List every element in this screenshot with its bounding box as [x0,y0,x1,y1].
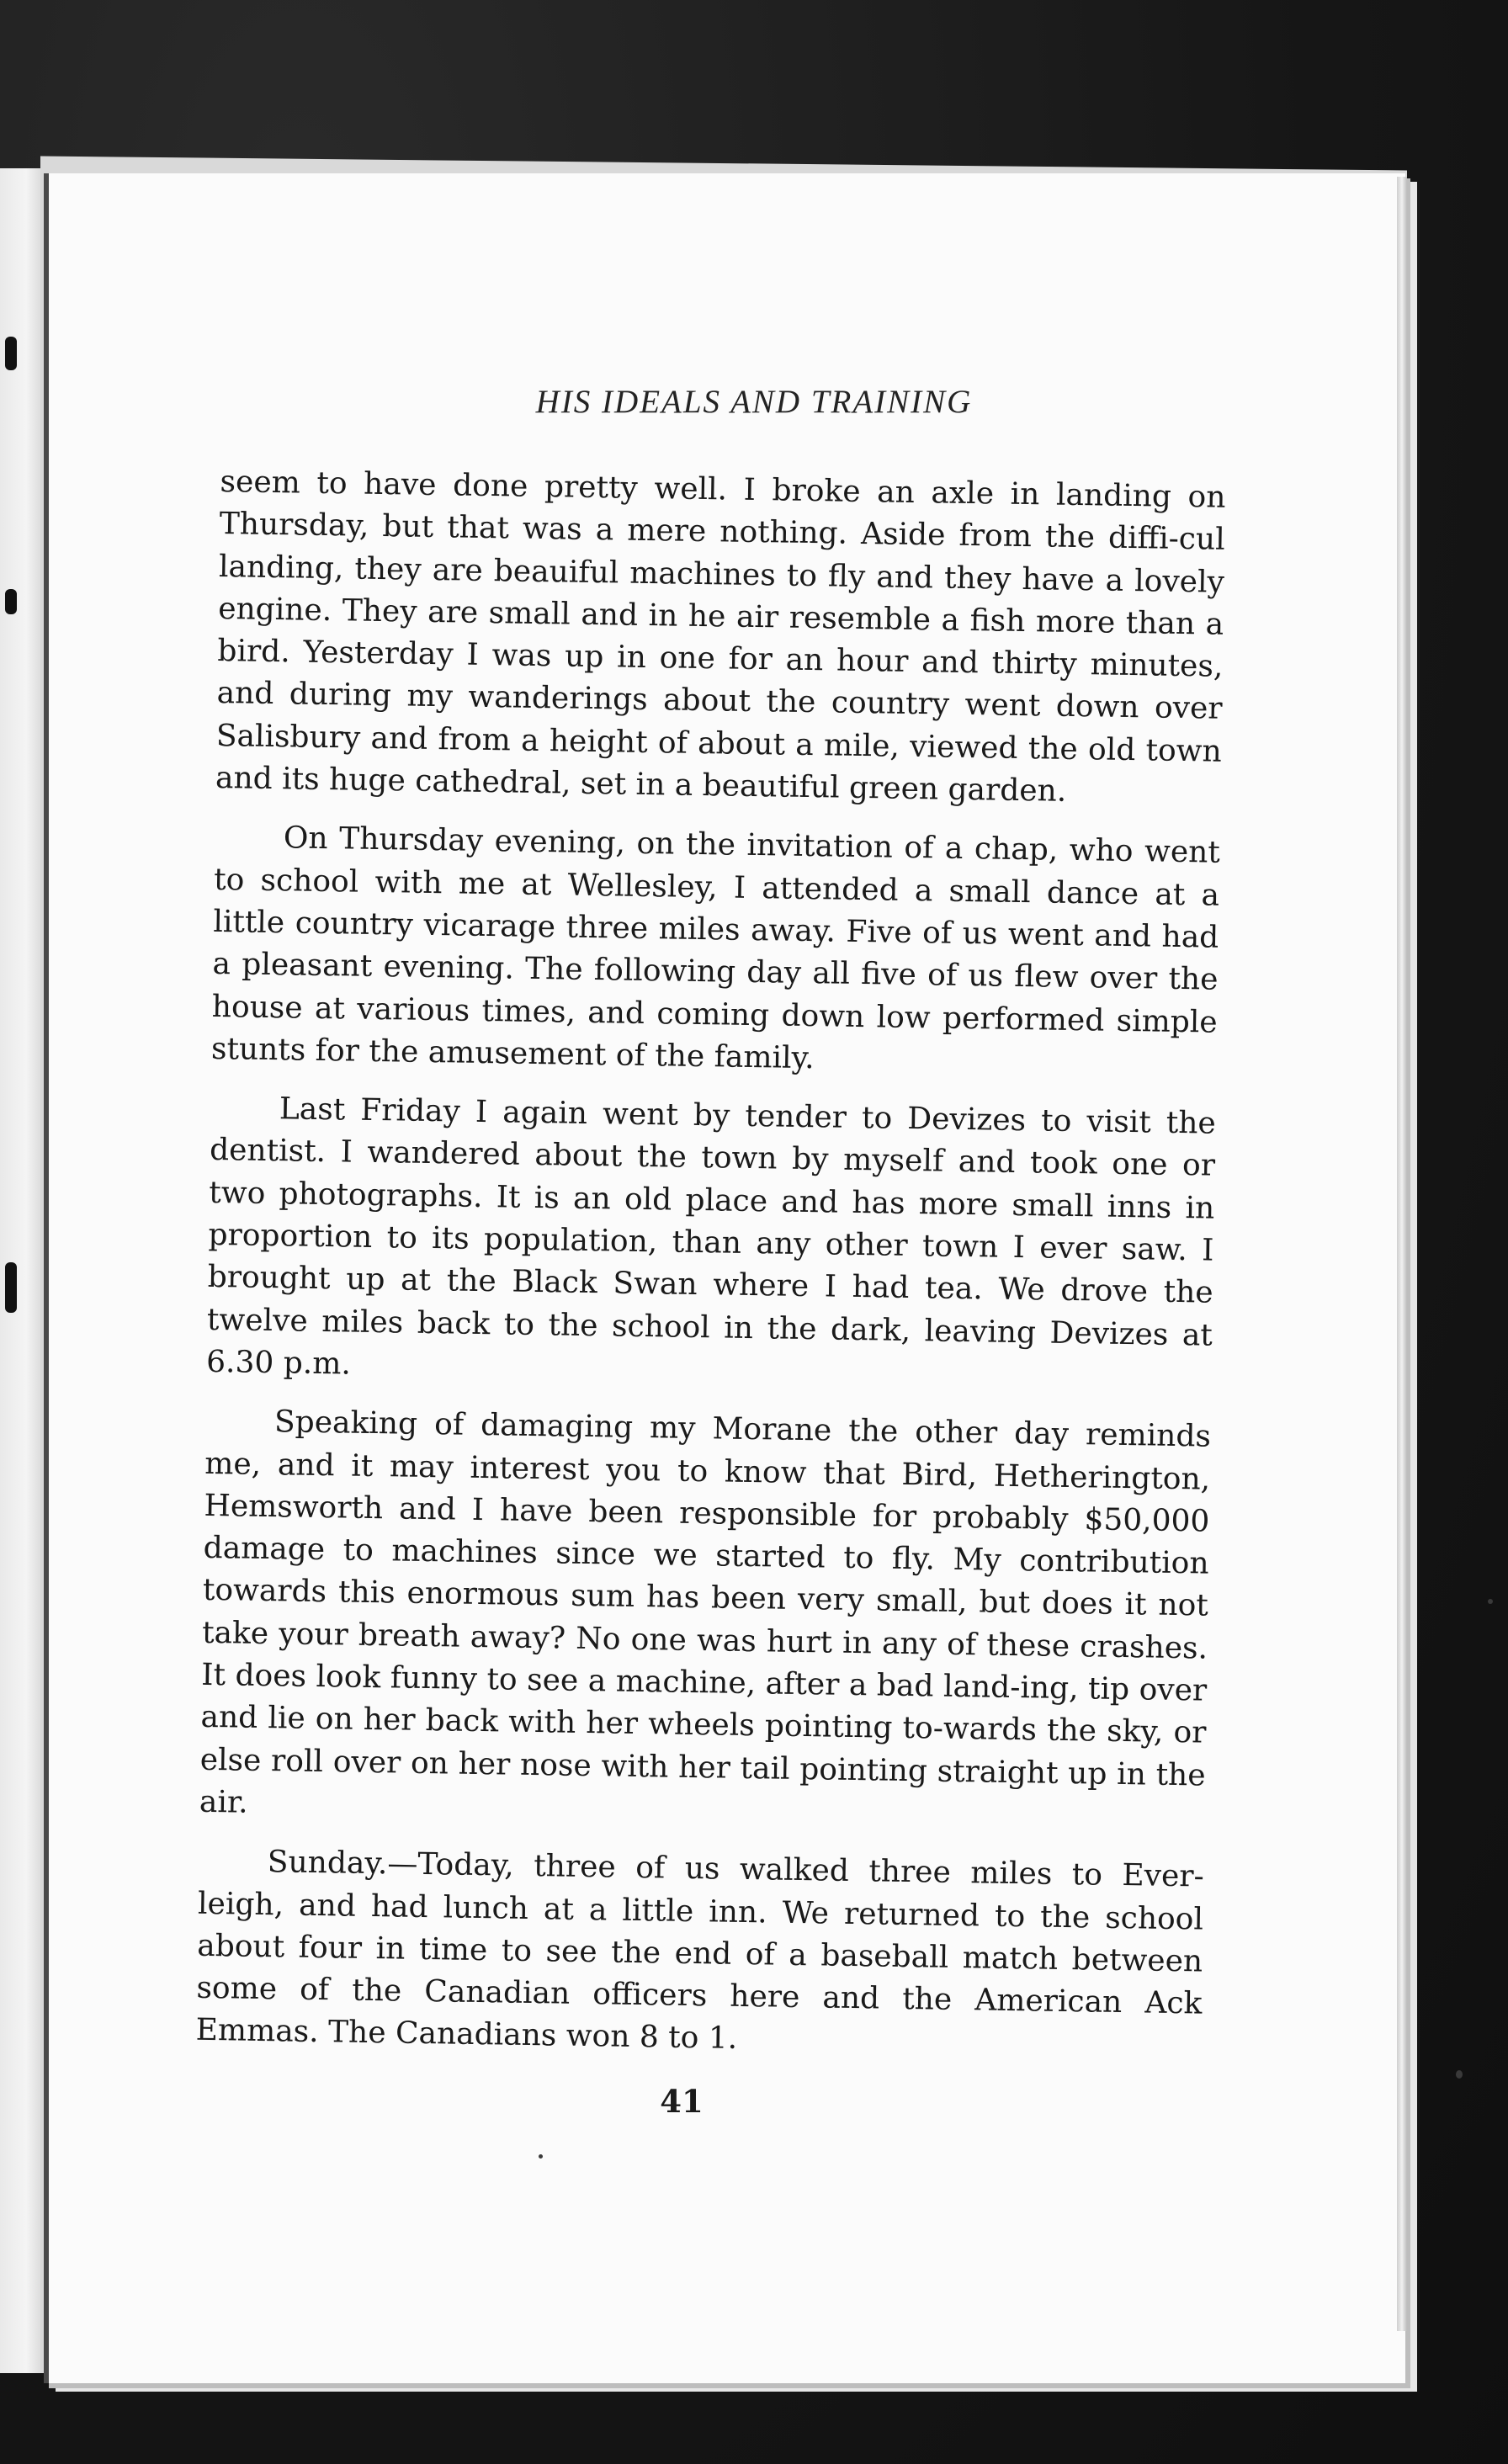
paragraph: On Thursday evening, on the invitation of a chap, who went to school with me at Wellesley, I attended a small dance at a little country vicarage three miles away. Five of us went and had a pleasant evening. The following day all five of us flew over the house at various times, and coming down low performed simple stunts for the amusement of the family. [210,820,1221,1076]
binding-mark [5,589,17,614]
paragraph: Sunday.—Today, three of us walked three miles to Ever-leigh, and had lunch at a little inn. We returned to the school about four in time to see the end of a baseball match between some of the Canadian officers here and the American Ack Emmas. The Canadians won 8 to 1. [195,1845,1205,2057]
paragraph: Speaking of damaging my Morane the other day reminds me, and it may interest you to know that Bird, Hetherington, Hemsworth and I have been responsible for probably $50,000 damage to machines since we started to fly. My contribution towards this enormous sum has been very small, but does it not take your breath away? No one was hurt in any of these crashes. It does look funny to see a machine, after a bad land-ing, tip over and lie on her back with her wheels pointing to-wards the sky, or else roll over on her nose with her tail pointing straight up in the air. [199,1405,1212,1820]
paragraph: seem to have done pretty well. I broke an axle in landing on Thursday, but that was a mere nothing. Aside from the diffi-cul landing, they are beauiful machines to fly and they have a lovely engine. They are small and in he air resemble a fish more than a bird. Yesterday I was up in one for an hour and thirty minutes, and during my wanderings about the country went down over Salisbury and from a height of about a mile, viewed the old town and its huge cathedral, set in a beautiful green garden. [215,464,1226,809]
dust-speck [539,2154,543,2159]
page-number: 41 [660,2083,704,2120]
dust-speck [1456,2070,1463,2079]
running-head: HIS IDEALS AND TRAINING [535,384,973,420]
dust-speck [1488,1599,1493,1604]
binding-mark [5,337,17,370]
body-text [195,461,1226,2084]
binding-mark [5,1262,17,1313]
page-fore-edge [1397,177,1407,2331]
paragraph: Last Friday I again went by tender to Devizes to visit the dentist. I wandered about the town by myself and took one or two photographs. It is an old place and has more small inns in proportion to its population, than any other town I ever saw. I brought up at the Black Swan where I had tea. We drove the twelve miles back to the school in the dark, leaving Devizes at 6.30 p.m. [205,1091,1217,1382]
